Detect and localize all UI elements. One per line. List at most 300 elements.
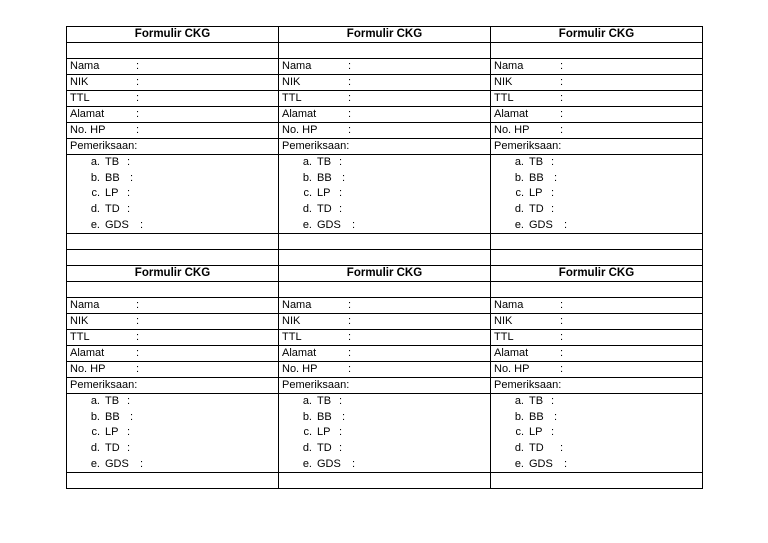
name-field-label: Nama: [494, 298, 524, 311]
phone-field-cell: [279, 123, 491, 139]
item-label: TD: [317, 442, 332, 455]
phone-field-cell: [67, 123, 279, 139]
blank-cell: [67, 249, 279, 265]
exam-item: [282, 220, 355, 231]
item-marker: a.: [302, 395, 312, 408]
colon: :: [560, 108, 564, 120]
colon: :: [348, 362, 352, 375]
item-label: GDS: [105, 457, 129, 470]
colon: :: [130, 410, 134, 423]
colon: :: [136, 60, 140, 72]
exam-item-cell: [279, 155, 491, 171]
alamat-field-label: Alamat: [70, 346, 105, 359]
pemeriksaan-cell: [491, 377, 703, 393]
item-label: GDS: [317, 457, 341, 470]
exam-item: [494, 220, 567, 231]
colon: :: [560, 346, 564, 359]
item-label: BB: [529, 410, 544, 423]
item-marker: c.: [515, 187, 524, 200]
colon: :: [136, 298, 140, 311]
item-label: LP: [105, 187, 119, 200]
exam-item-cell: [491, 155, 703, 171]
ttl-field-cell: [491, 329, 703, 345]
item-marker: e.: [514, 218, 524, 231]
exam-item-cell: [67, 186, 279, 202]
colon: :: [339, 395, 343, 408]
ttl-field-label: TTL: [282, 92, 302, 104]
form-row: [67, 441, 703, 457]
item-marker: a.: [302, 156, 312, 169]
colon: :: [339, 442, 343, 455]
exam-item: [494, 173, 557, 184]
item-marker: b.: [90, 171, 100, 184]
item-marker: e.: [302, 457, 312, 470]
colon: :: [342, 171, 346, 184]
item-marker: a.: [514, 156, 524, 169]
item-label: LP: [529, 187, 543, 200]
name-field-label: Nama: [70, 298, 100, 311]
exam-item: [282, 173, 345, 184]
alamat-field-label: Alamat: [494, 346, 529, 359]
exam-item: [282, 204, 342, 215]
item-label: TD: [529, 203, 544, 216]
form-row: [67, 457, 703, 473]
colon: :: [136, 76, 140, 88]
ttl-field-label: TTL: [282, 330, 302, 343]
pemeriksaan-label: Pemeriksaan:: [70, 378, 138, 391]
item-marker: c.: [515, 426, 524, 439]
form-row: [67, 409, 703, 425]
item-marker: c.: [91, 187, 100, 200]
form-row: [67, 313, 703, 329]
phone-field-cell: [491, 361, 703, 377]
phone-field-label: No. HP: [70, 124, 106, 136]
colon: :: [127, 426, 131, 439]
name-field-label: Nama: [494, 60, 524, 72]
alamat-field-cell: [279, 107, 491, 123]
form-row: [67, 43, 703, 59]
pemeriksaan-label: Pemeriksaan:: [494, 140, 562, 152]
exam-item: [494, 459, 567, 470]
ttl-field-cell: [279, 91, 491, 107]
exam-item: [70, 188, 130, 199]
colon: :: [127, 442, 131, 455]
form-row: [67, 345, 703, 361]
colon: :: [348, 314, 352, 327]
item-marker: e.: [90, 218, 100, 231]
nik-field-label: NIK: [282, 76, 301, 88]
item-marker: b.: [90, 410, 100, 423]
exam-item-cell: [279, 409, 491, 425]
item-label: GDS: [529, 457, 553, 470]
colon: :: [560, 362, 564, 375]
colon: :: [348, 92, 352, 104]
item-label: TB: [105, 395, 120, 408]
item-marker: c.: [303, 187, 312, 200]
exam-item: [282, 459, 355, 470]
item-label: TB: [105, 156, 120, 169]
exam-item: [282, 427, 342, 438]
exam-item: [494, 427, 554, 438]
exam-item-cell: [279, 425, 491, 441]
form-row: [67, 170, 703, 186]
exam-item: [70, 412, 133, 423]
item-label: LP: [317, 426, 331, 439]
form-row: [67, 202, 703, 218]
exam-item-cell: [279, 393, 491, 409]
form-row: [67, 233, 703, 249]
item-marker: b.: [302, 410, 312, 423]
exam-item-cell: [491, 441, 703, 457]
alamat-field-label: Alamat: [494, 108, 529, 120]
ttl-field-label: TTL: [494, 330, 514, 343]
ttl-field-cell: [279, 329, 491, 345]
colon: :: [560, 330, 564, 343]
exam-item: [70, 396, 130, 407]
blank-cell: [67, 233, 279, 249]
phone-field-label: No. HP: [70, 362, 106, 375]
item-marker: a.: [514, 395, 524, 408]
item-label: BB: [105, 171, 120, 184]
exam-item: [494, 396, 554, 407]
name-field-label: Nama: [282, 60, 312, 72]
form-row: [67, 393, 703, 409]
colon: :: [564, 218, 568, 231]
exam-item-cell: [491, 186, 703, 202]
form-title-cell: [279, 27, 491, 43]
exam-item: [494, 188, 554, 199]
form-row: [67, 361, 703, 377]
form-row: [67, 218, 703, 234]
colon: :: [136, 346, 140, 359]
form-title: Formulir CKG: [558, 27, 635, 40]
item-label: TB: [317, 156, 332, 169]
item-label: LP: [105, 426, 119, 439]
form-row: [67, 27, 703, 43]
colon: :: [339, 426, 343, 439]
exam-item: [70, 204, 130, 215]
item-label: BB: [317, 410, 332, 423]
alamat-field-label: Alamat: [282, 108, 317, 120]
exam-item-cell: [67, 409, 279, 425]
item-marker: d.: [514, 442, 524, 455]
colon: :: [348, 346, 352, 359]
form-title: Formulir CKG: [346, 27, 423, 40]
nik-field-cell: [279, 75, 491, 91]
exam-item-cell: [67, 202, 279, 218]
name-field-cell: [67, 59, 279, 75]
colon: :: [560, 298, 564, 311]
phone-field-label: No. HP: [494, 124, 530, 136]
exam-item-cell: [491, 457, 703, 473]
form-row: [67, 329, 703, 345]
exam-item-cell: [67, 155, 279, 171]
colon: :: [348, 124, 352, 136]
form-title: Formulir CKG: [558, 266, 635, 279]
form-row: [67, 155, 703, 171]
nik-field-cell: [279, 313, 491, 329]
colon: :: [348, 76, 352, 88]
blank-cell: [67, 472, 279, 488]
alamat-field-cell: [491, 107, 703, 123]
form-row: [67, 281, 703, 297]
colon: :: [136, 124, 140, 136]
item-marker: e.: [514, 457, 524, 470]
ttl-field-label: TTL: [70, 330, 90, 343]
colon: :: [136, 108, 140, 120]
colon: :: [551, 187, 555, 200]
item-marker: a.: [90, 156, 100, 169]
item-marker: d.: [302, 442, 312, 455]
phone-field-cell: [67, 361, 279, 377]
colon: :: [560, 124, 564, 136]
exam-item: [494, 412, 557, 423]
colon: :: [564, 457, 568, 470]
colon: :: [551, 395, 555, 408]
form-row: [67, 139, 703, 155]
item-label: TB: [529, 156, 544, 169]
item-marker: c.: [91, 426, 100, 439]
blank-cell: [67, 281, 279, 297]
colon: :: [348, 60, 352, 72]
blank-cell: [491, 249, 703, 265]
blank-cell: [491, 43, 703, 59]
item-marker: b.: [302, 171, 312, 184]
form-row: [67, 377, 703, 393]
item-marker: d.: [90, 442, 100, 455]
colon: :: [130, 171, 134, 184]
colon: :: [554, 410, 558, 423]
alamat-field-cell: [67, 345, 279, 361]
ckg-form-sheet: [66, 26, 703, 489]
exam-item: [70, 427, 130, 438]
blank-cell: [279, 233, 491, 249]
item-marker: e.: [90, 457, 100, 470]
exam-item: [70, 220, 143, 231]
item-label: GDS: [529, 218, 553, 231]
form-title: Formulir CKG: [134, 266, 211, 279]
exam-item-cell: [279, 218, 491, 234]
exam-item-cell: [67, 441, 279, 457]
colon: :: [140, 457, 144, 470]
item-marker: d.: [514, 203, 524, 216]
item-label: TD: [317, 203, 332, 216]
exam-item: [70, 173, 133, 184]
form-title-cell: [279, 265, 491, 281]
colon: :: [136, 330, 140, 343]
exam-item-cell: [491, 425, 703, 441]
item-label: BB: [529, 171, 544, 184]
exam-item: [282, 412, 345, 423]
form-row: [67, 472, 703, 488]
exam-item: [282, 396, 342, 407]
pemeriksaan-label: Pemeriksaan:: [282, 378, 350, 391]
item-label: TD: [105, 203, 120, 216]
form-row: [67, 107, 703, 123]
colon: :: [339, 203, 343, 216]
blank-cell: [67, 43, 279, 59]
name-field-cell: [279, 59, 491, 75]
form-row: [67, 425, 703, 441]
alamat-field-cell: [279, 345, 491, 361]
colon: :: [551, 203, 555, 216]
nik-field-cell: [67, 75, 279, 91]
colon: :: [136, 362, 140, 375]
name-field-label: Nama: [70, 60, 100, 72]
colon: :: [560, 76, 564, 88]
item-label: LP: [317, 187, 331, 200]
item-marker: a.: [90, 395, 100, 408]
ttl-field-label: TTL: [70, 92, 90, 104]
colon: :: [560, 314, 564, 327]
exam-item: [282, 188, 342, 199]
name-field-cell: [491, 297, 703, 313]
item-marker: d.: [90, 203, 100, 216]
nik-field-cell: [491, 313, 703, 329]
blank-cell: [279, 281, 491, 297]
colon: :: [127, 187, 131, 200]
item-marker: b.: [514, 410, 524, 423]
pemeriksaan-label: Pemeriksaan:: [70, 140, 138, 152]
phone-field-cell: [491, 123, 703, 139]
colon: :: [551, 426, 555, 439]
nik-field-cell: [491, 75, 703, 91]
nik-field-label: NIK: [70, 314, 89, 327]
colon: :: [348, 298, 352, 311]
form-title: Formulir CKG: [346, 266, 423, 279]
form-title-cell: [491, 27, 703, 43]
colon: :: [554, 171, 558, 184]
exam-item-cell: [279, 457, 491, 473]
colon: :: [348, 108, 352, 120]
exam-item: [70, 157, 130, 168]
exam-item: [282, 157, 342, 168]
colon: :: [560, 442, 564, 455]
pemeriksaan-label: Pemeriksaan:: [494, 378, 562, 391]
form-row: [67, 75, 703, 91]
ttl-field-cell: [67, 91, 279, 107]
phone-field-label: No. HP: [282, 362, 318, 375]
exam-item: [70, 459, 143, 470]
exam-item-cell: [491, 170, 703, 186]
exam-item-cell: [67, 457, 279, 473]
pemeriksaan-cell: [67, 377, 279, 393]
colon: :: [342, 410, 346, 423]
alamat-field-label: Alamat: [70, 108, 105, 120]
form-row: [67, 186, 703, 202]
item-label: GDS: [317, 218, 341, 231]
colon: :: [127, 156, 131, 169]
item-label: BB: [317, 171, 332, 184]
item-marker: c.: [303, 426, 312, 439]
pemeriksaan-label: Pemeriksaan:: [282, 140, 350, 152]
item-label: TB: [529, 395, 544, 408]
ttl-field-cell: [491, 91, 703, 107]
item-marker: b.: [514, 171, 524, 184]
colon: :: [339, 156, 343, 169]
form-title-cell: [67, 265, 279, 281]
exam-item: [494, 443, 563, 454]
exam-item-cell: [491, 409, 703, 425]
form-title: Formulir CKG: [134, 27, 211, 40]
form-title-cell: [491, 265, 703, 281]
colon: :: [136, 314, 140, 327]
nik-field-label: NIK: [494, 76, 513, 88]
pemeriksaan-cell: [491, 139, 703, 155]
item-label: TD: [529, 442, 544, 455]
form-row: [67, 123, 703, 139]
colon: :: [127, 395, 131, 408]
exam-item-cell: [67, 425, 279, 441]
nik-field-label: NIK: [282, 314, 301, 327]
form-row: [67, 91, 703, 107]
item-label: GDS: [105, 218, 129, 231]
form-row: [67, 59, 703, 75]
nik-field-label: NIK: [494, 314, 513, 327]
nik-field-cell: [67, 313, 279, 329]
exam-item-cell: [279, 186, 491, 202]
name-field-cell: [491, 59, 703, 75]
blank-cell: [279, 472, 491, 488]
colon: :: [560, 60, 564, 72]
exam-item: [282, 443, 342, 454]
blank-cell: [491, 281, 703, 297]
blank-cell: [279, 249, 491, 265]
pemeriksaan-cell: [279, 139, 491, 155]
exam-item-cell: [67, 218, 279, 234]
colon: :: [339, 187, 343, 200]
name-field-cell: [67, 297, 279, 313]
phone-field-label: No. HP: [494, 362, 530, 375]
item-marker: d.: [302, 203, 312, 216]
blank-cell: [491, 472, 703, 488]
name-field-cell: [279, 297, 491, 313]
item-label: LP: [529, 426, 543, 439]
form-row: [67, 297, 703, 313]
alamat-field-cell: [67, 107, 279, 123]
exam-item-cell: [491, 202, 703, 218]
exam-item-cell: [67, 170, 279, 186]
colon: :: [352, 457, 356, 470]
exam-item-cell: [279, 170, 491, 186]
colon: :: [127, 203, 131, 216]
form-row: [67, 249, 703, 265]
exam-item: [494, 157, 554, 168]
colon: :: [140, 218, 144, 231]
alamat-field-label: Alamat: [282, 346, 317, 359]
nik-field-label: NIK: [70, 76, 89, 88]
pemeriksaan-cell: [67, 139, 279, 155]
item-label: TD: [105, 442, 120, 455]
form-title-cell: [67, 27, 279, 43]
exam-item: [70, 443, 130, 454]
form-row: [67, 265, 703, 281]
item-marker: e.: [302, 218, 312, 231]
exam-item-cell: [491, 393, 703, 409]
item-label: TB: [317, 395, 332, 408]
ttl-field-cell: [67, 329, 279, 345]
phone-field-cell: [279, 361, 491, 377]
item-label: BB: [105, 410, 120, 423]
exam-item: [494, 204, 554, 215]
colon: :: [560, 92, 564, 104]
phone-field-label: No. HP: [282, 124, 318, 136]
pemeriksaan-cell: [279, 377, 491, 393]
exam-item-cell: [279, 441, 491, 457]
exam-item-cell: [279, 202, 491, 218]
exam-item-cell: [67, 393, 279, 409]
blank-cell: [491, 233, 703, 249]
